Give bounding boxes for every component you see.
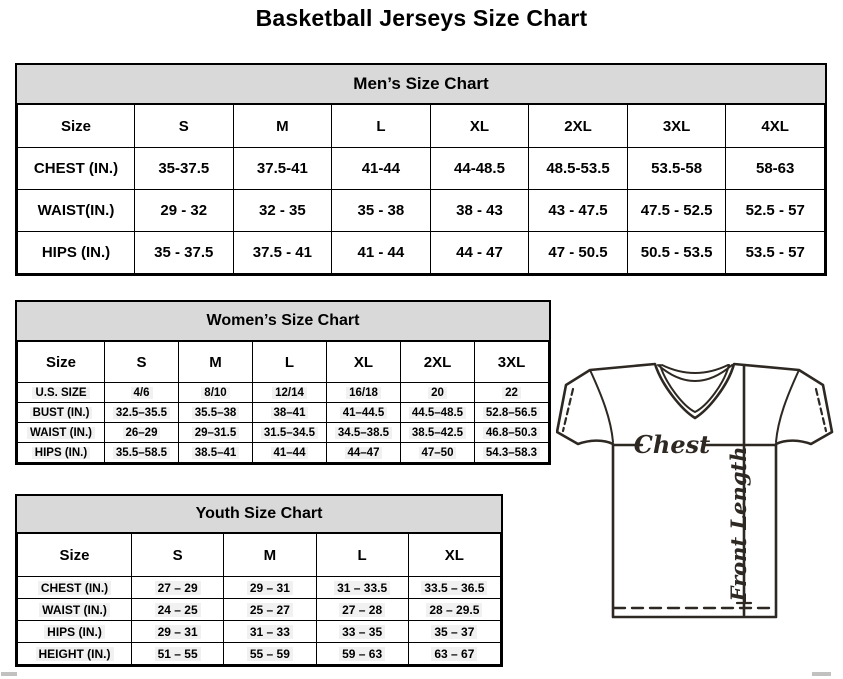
size-value-cell: 48.5-53.5: [529, 148, 628, 190]
size-value-cell: 38 - 43: [430, 190, 529, 232]
row-label: WAIST(IN.): [18, 190, 135, 232]
column-header: 3XL: [627, 105, 726, 148]
column-header-row: [18, 105, 825, 148]
size-value-cell: 35 – 37: [408, 621, 500, 643]
table-row: [18, 403, 549, 423]
size-value-cell: 29 – 31: [132, 621, 224, 643]
front-length-label: Front Length: [726, 446, 751, 602]
size-value-cell: 38.5–41: [179, 443, 253, 463]
mens-table-title: Men’s Size Chart: [17, 65, 825, 104]
size-value-cell: 55 – 59: [224, 643, 316, 665]
youth-size-table: [15, 494, 503, 667]
size-value-cell: 26–29: [105, 423, 179, 443]
row-label: HIPS (IN.): [18, 232, 135, 274]
table-row: [18, 443, 549, 463]
size-value-cell: 29 – 31: [224, 577, 316, 599]
youth-table-grid: [17, 533, 501, 665]
size-value-cell: 41-44: [332, 148, 431, 190]
size-value-cell: 35-37.5: [135, 148, 234, 190]
scrollbar-fragment-left: [1, 672, 17, 676]
row-label: HEIGHT (IN.): [18, 643, 132, 665]
size-value-cell: 27 – 28: [316, 599, 408, 621]
size-value-cell: 63 – 67: [408, 643, 500, 665]
size-value-cell: 58-63: [726, 148, 825, 190]
column-header: L: [253, 342, 327, 383]
womens-size-table: [15, 300, 551, 465]
size-value-cell: 25 – 27: [224, 599, 316, 621]
table-row: [18, 577, 501, 599]
column-header: 2XL: [401, 342, 475, 383]
size-value-cell: 59 – 63: [316, 643, 408, 665]
size-value-cell: 41–44: [253, 443, 327, 463]
mens-table-grid: [17, 104, 825, 274]
size-value-cell: 44-48.5: [430, 148, 529, 190]
size-value-cell: 31 – 33.5: [316, 577, 408, 599]
row-label: WAIST (IN.): [18, 599, 132, 621]
row-label: HIPS (IN.): [18, 443, 105, 463]
column-header: L: [332, 105, 431, 148]
womens-table-title: Women’s Size Chart: [17, 302, 549, 341]
size-value-cell: 33 – 35: [316, 621, 408, 643]
size-value-cell: 35 - 38: [332, 190, 431, 232]
size-value-cell: 51 – 55: [132, 643, 224, 665]
size-value-cell: 41–44.5: [327, 403, 401, 423]
column-header: S: [135, 105, 234, 148]
size-value-cell: 35.5–58.5: [105, 443, 179, 463]
size-corner-header: Size: [18, 342, 105, 383]
size-value-cell: 29–31.5: [179, 423, 253, 443]
column-header: 4XL: [726, 105, 825, 148]
size-value-cell: 35 - 37.5: [135, 232, 234, 274]
size-value-cell: 47–50: [401, 443, 475, 463]
table-row: [18, 423, 549, 443]
table-row: [18, 383, 549, 403]
size-value-cell: 44 - 47: [430, 232, 529, 274]
size-value-cell: 47.5 - 52.5: [627, 190, 726, 232]
size-value-cell: 46.8–50.3: [475, 423, 549, 443]
size-value-cell: 8/10: [179, 383, 253, 403]
column-header-row: [18, 342, 549, 383]
size-value-cell: 32.5–35.5: [105, 403, 179, 423]
womens-table-grid: [17, 341, 549, 463]
size-value-cell: 54.3–58.3: [475, 443, 549, 463]
column-header: S: [105, 342, 179, 383]
row-label: U.S. SIZE: [18, 383, 105, 403]
column-header: L: [316, 534, 408, 577]
row-label: CHEST (IN.): [18, 148, 135, 190]
size-value-cell: 44–47: [327, 443, 401, 463]
table-row: [18, 232, 825, 274]
size-corner-header: Size: [18, 534, 132, 577]
size-value-cell: 41 - 44: [332, 232, 431, 274]
column-header: S: [132, 534, 224, 577]
youth-table-title: Youth Size Chart: [17, 496, 501, 533]
page-title: Basketball Jerseys Size Chart: [255, 5, 588, 31]
column-header: XL: [327, 342, 401, 383]
row-label: WAIST (IN.): [18, 423, 105, 443]
column-header: M: [233, 105, 332, 148]
size-value-cell: 16/18: [327, 383, 401, 403]
size-value-cell: 37.5-41: [233, 148, 332, 190]
size-value-cell: 27 – 29: [132, 577, 224, 599]
column-header: 2XL: [529, 105, 628, 148]
size-value-cell: 38.5–42.5: [401, 423, 475, 443]
table-row: [18, 643, 501, 665]
size-value-cell: 47 - 50.5: [529, 232, 628, 274]
size-value-cell: 38–41: [253, 403, 327, 423]
column-header: 3XL: [475, 342, 549, 383]
size-value-cell: 22: [475, 383, 549, 403]
size-value-cell: 20: [401, 383, 475, 403]
size-value-cell: 34.5–38.5: [327, 423, 401, 443]
mens-size-table: [15, 63, 827, 276]
row-label: HIPS (IN.): [18, 621, 132, 643]
size-value-cell: 53.5-58: [627, 148, 726, 190]
table-row: [18, 621, 501, 643]
right-shoulder-seam: [776, 370, 799, 442]
column-header: M: [224, 534, 316, 577]
table-row: [18, 599, 501, 621]
size-value-cell: 24 – 25: [132, 599, 224, 621]
left-shoulder-seam: [590, 370, 613, 442]
size-value-cell: 12/14: [253, 383, 327, 403]
size-value-cell: 32 - 35: [233, 190, 332, 232]
size-value-cell: 52.5 - 57: [726, 190, 825, 232]
size-value-cell: 4/6: [105, 383, 179, 403]
column-header: XL: [408, 534, 500, 577]
column-header: XL: [430, 105, 529, 148]
row-label: CHEST (IN.): [18, 577, 132, 599]
column-header-row: [18, 534, 501, 577]
column-header: M: [179, 342, 253, 383]
scrollbar-fragment-right: [812, 672, 831, 676]
table-row: [18, 148, 825, 190]
size-value-cell: 43 - 47.5: [529, 190, 628, 232]
collar-arc-shallow: [662, 365, 728, 373]
size-value-cell: 31 – 33: [224, 621, 316, 643]
size-value-cell: 29 - 32: [135, 190, 234, 232]
table-row: [18, 190, 825, 232]
jersey-outline: [557, 364, 832, 617]
size-value-cell: 52.8–56.5: [475, 403, 549, 423]
size-corner-header: Size: [18, 105, 135, 148]
size-value-cell: 53.5 - 57: [726, 232, 825, 274]
size-value-cell: 31.5–34.5: [253, 423, 327, 443]
chest-label: Chest: [633, 430, 711, 459]
size-value-cell: 50.5 - 53.5: [627, 232, 726, 274]
size-value-cell: 35.5–38: [179, 403, 253, 423]
size-value-cell: 33.5 – 36.5: [408, 577, 500, 599]
size-value-cell: 37.5 - 41: [233, 232, 332, 274]
row-label: BUST (IN.): [18, 403, 105, 423]
size-value-cell: 44.5–48.5: [401, 403, 475, 423]
size-value-cell: 28 – 29.5: [408, 599, 500, 621]
jersey-measurement-diagram: [556, 354, 840, 630]
